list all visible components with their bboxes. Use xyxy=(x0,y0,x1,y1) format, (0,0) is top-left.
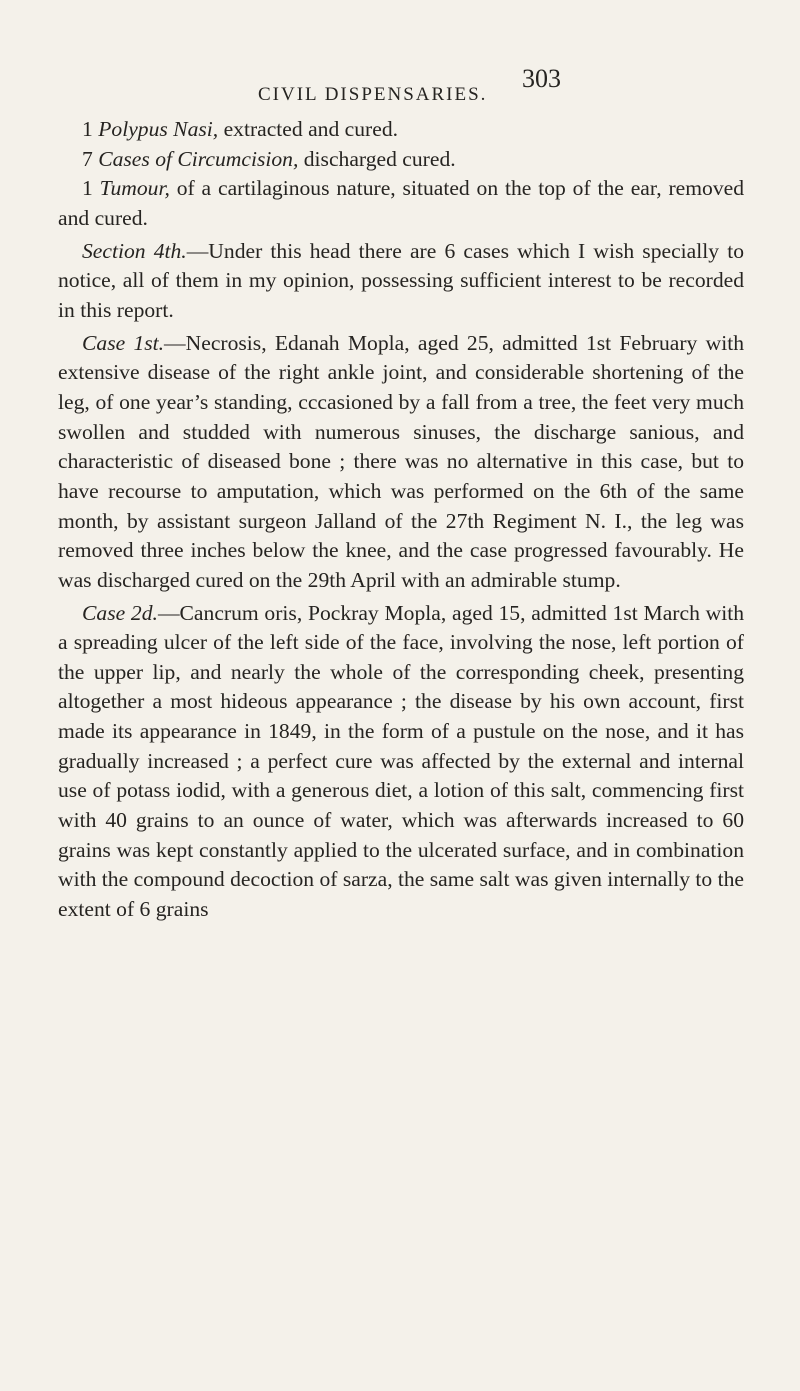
entry-circumcision xyxy=(58,145,744,175)
entry-text: discharged cured. xyxy=(298,146,456,171)
body-text xyxy=(58,115,744,925)
entry-label: Cases of Circumcision, xyxy=(98,146,299,171)
paragraph-case-2d xyxy=(58,599,744,925)
entry-text: extracted and cured. xyxy=(218,117,399,141)
paragraph-case-1st xyxy=(58,329,744,596)
entry-text: of a cartilaginous nature, situated on the top of the ear, removed and cured. xyxy=(58,176,745,230)
entry-label: Polypus Nasi, xyxy=(98,117,219,141)
entry-count: 1 xyxy=(82,117,93,141)
paragraph-section-4th xyxy=(58,237,744,326)
entry-label: Tumour, xyxy=(99,176,170,201)
entry-count: 7 xyxy=(82,146,93,171)
paragraph-lead: Section 4th. xyxy=(82,238,187,263)
paragraph-text: —Under this head there are 6 cases which I wish specially to notice, all of them in my opinion, possessing sufficient interest to be recorded in this report. xyxy=(58,238,744,322)
paragraph-lead: Case 2d. xyxy=(82,600,158,625)
entry-polypus xyxy=(58,115,744,145)
entry-count: 1 xyxy=(82,176,93,201)
paragraph-lead: Case 1st. xyxy=(82,330,165,355)
paragraph-text: —Cancrum oris, Pockray Mopla, aged 15, admitted 1st March with a spreading ulcer of the left side of the face, involving the nose, left portion of the upper lip, and nearly the whole of the corresponding cheek, presenting altogether a most hideous appearance ; the disease by his own account, first made its appearance in 1849, in the form of a pustule on the nose, and it has gradually increased ; a perfect cure was affected by the external and internal use of potass iodid, with a generous diet, a lotion of this salt, commencing first with 40 grains to an ounce of water, which was afterwards increased to 60 grains was kept constantly applied to the ulcerated surface, and in combination with the compound decoction of sarza, the same salt was given internally to the extent of 6 grains xyxy=(58,600,745,922)
running-title: CIVIL DISPENSARIES. xyxy=(258,84,488,105)
paragraph-text: —Necrosis, Edanah Mopla, aged 25, admitted 1st February with extensive disease of the right ankle joint, and considerable shortening of the leg, of one year’s standing, cccasioned by a fall from a tree, the feet very much swollen and studded with numerous sinuses, the discharge sanious, and characteristic of diseased bone ; there was no alternative in this case, but to have recourse to amputation, which was performed on the 6th of the same month, by assistant surgeon Jalland of the 27th Regiment N. I., the leg was removed three inches below the knee, and the case progressed favourably. He was discharged cured on the 29th April with an admirable stump. xyxy=(58,330,744,592)
page-number: 303 xyxy=(522,64,561,93)
entry-tumour xyxy=(58,174,744,233)
running-head xyxy=(0,60,800,105)
